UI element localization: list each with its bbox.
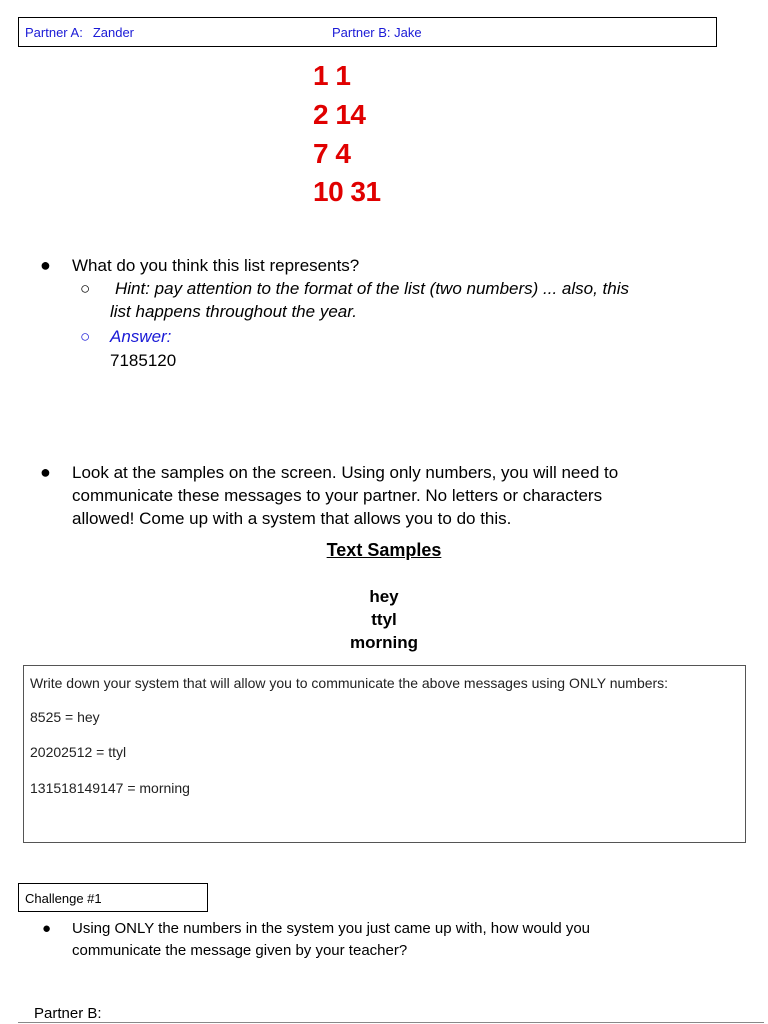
number-list-item: 1 1 <box>313 60 351 91</box>
divider <box>18 1022 764 1023</box>
question-1: What do you think this list represents? <box>72 256 360 275</box>
bullet-icon: ● <box>42 920 52 937</box>
system-prompt: Write down your system that will allow you to communicate the above messages using ONLY numbers: <box>30 675 669 691</box>
partner-b-field: Partner B: Jake <box>332 25 422 40</box>
challenge-label: Challenge #1 <box>25 891 102 906</box>
text-sample-item: morning <box>350 633 418 652</box>
system-line[interactable]: 8525 = hey <box>30 709 100 725</box>
number-list-item: 7 4 <box>313 138 351 169</box>
question-2-line-3: allowed! Come up with a system that allows you to do this. <box>72 509 512 528</box>
bullet-icon: ● <box>40 255 51 275</box>
challenge-line-1: Using ONLY the numbers in the system you just came up with, how would you <box>72 920 591 937</box>
text-sample-item: ttyl <box>371 610 397 629</box>
challenge-line-2: communicate the message given by your teacher? <box>72 942 408 959</box>
hint-line-1: Hint: pay attention to the format of the list (two numbers) ... also, this <box>115 279 630 298</box>
sub-bullet-icon: ○ <box>80 327 91 346</box>
system-line[interactable]: 131518149147 = morning <box>30 780 190 796</box>
partner-b-response-label: Partner B: <box>34 1005 102 1022</box>
text-sample-item: hey <box>369 587 399 606</box>
system-line[interactable]: 20202512 = ttyl <box>30 744 127 760</box>
text-samples-title: Text Samples <box>326 540 442 560</box>
sub-bullet-icon: ○ <box>80 279 91 298</box>
answer-label: Answer: <box>110 327 172 346</box>
bullet-icon: ● <box>40 462 51 482</box>
partner-a-field <box>25 25 134 40</box>
partner-a-name: Zander <box>92 25 135 40</box>
number-list-item: 10 31 <box>313 176 381 207</box>
system-answer-box[interactable] <box>23 665 746 843</box>
question-2-line-1: Look at the samples on the screen. Using only numbers, you will need to <box>72 463 619 482</box>
question-2-line-2: communicate these messages to your partner. No letters or characters <box>72 486 603 505</box>
hint-line-2: list happens throughout the year. <box>110 302 357 321</box>
partner-a-label: Partner A: <box>25 25 83 40</box>
answer-value[interactable]: 7185120 <box>110 351 177 370</box>
number-list-item: 2 14 <box>313 99 366 130</box>
